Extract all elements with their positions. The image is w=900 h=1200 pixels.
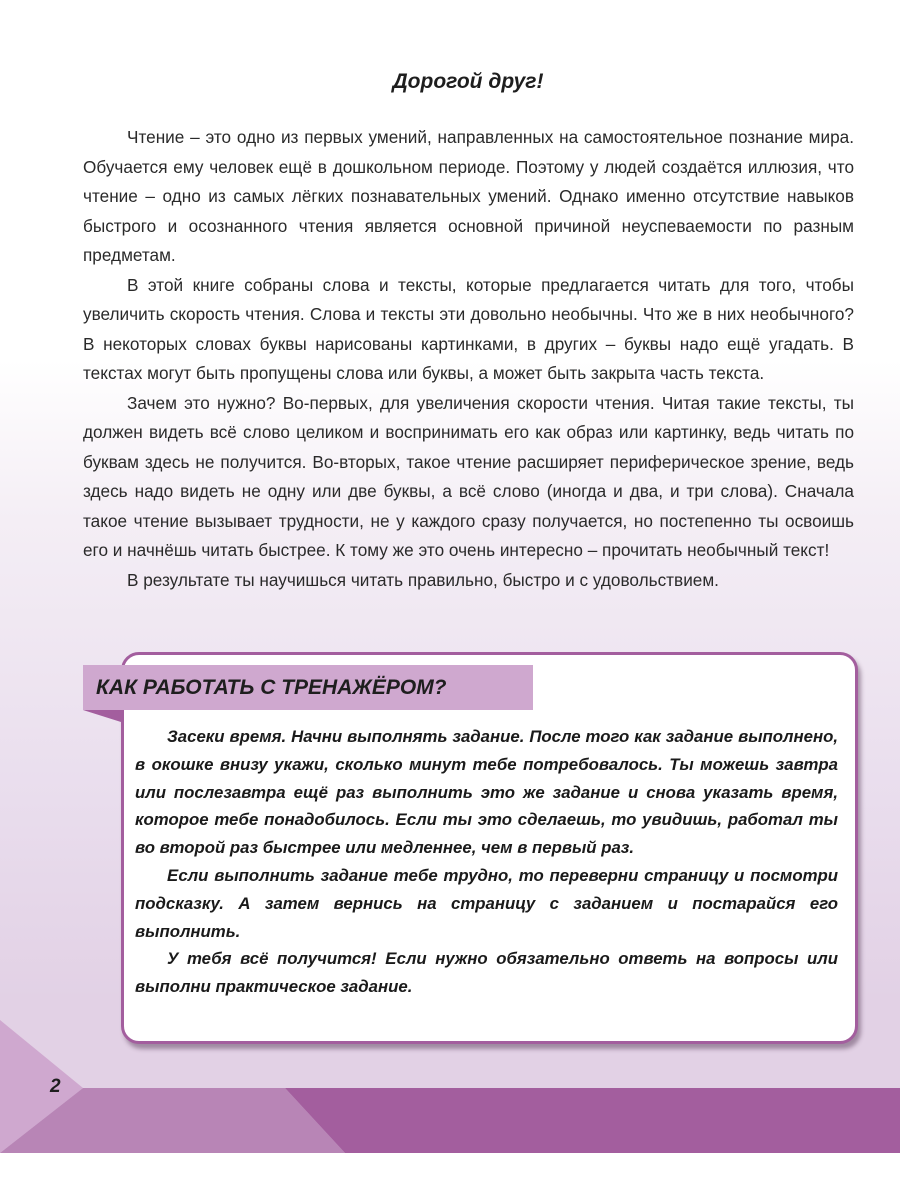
page-footer <box>0 1020 900 1153</box>
instructions-title: КАК РАБОТАТЬ С ТРЕНАЖЁРОМ? <box>96 676 447 699</box>
intro-paragraph: В результате ты научишься читать правильно, быстро и с удовольствием. <box>127 569 719 590</box>
page-number: 2 <box>50 1076 61 1097</box>
page-title: Дорогой друг! <box>392 70 544 93</box>
instructions-paragraph: Засеки время. Начни выполнять задание. После того как задание выполнено, в окошке внизу укажи, сколько минут тебе потребовалось. Ты можешь завтра или послезавтра ещё раз выполнить это же задание и снова указать время, которое тебе понадобилось. Если ты это сделаешь, то увидишь, работал ты во второй раз быстрее или медленнее, чем в первый раз. <box>135 727 838 858</box>
instructions-paragraph: Если выполнить задание тебе трудно, то переверни страницу и посмотри подсказку. А затем вернись на страницу с заданием и постарайся его выполнить. <box>135 865 838 941</box>
intro-text <box>83 123 854 595</box>
footer-decoration <box>0 1020 900 1153</box>
banner-fold <box>83 710 121 722</box>
intro-paragraph: Чтение – это одно из первых умений, направленных на самостоятельное познание мира. Обучается ему человек ещё в дошкольном периоде. Поэтому у людей создаётся иллюзия, что чтение – одно из самых лёгких познавательных умений. Однако именно отсутствие навыков быстрого и осознанного чтения является основной причиной неуспеваемости по разным предметам. <box>83 127 854 265</box>
intro-paragraph: В этой книге собраны слова и тексты, которые предлагается читать для того, чтобы увеличить скорость чтения. Слова и тексты эти довольно необычны. Что же в них необычного? В некоторых словах буквы нарисованы картинками, в других – буквы надо ещё угадать. В текстах могут быть пропущены слова или буквы, а может быть закрыта часть текста. <box>83 274 854 383</box>
intro-paragraph: Зачем это нужно? Во-первых, для увеличения скорости чтения. Читая такие тексты, ты должен видеть всё слово целиком и воспринимать его как образ или картинку, ведь читать по буквам здесь не получится. Во-вторых, такое чтение расширяет периферическое зрение, ведь здесь надо видеть не одну или две буквы, а всё слово (иногда и два, и три слова). Сначала такое чтение вызывает трудности, не у каждого сразу получается, но постепенно ты освоишь его и начнёшь читать быстрее. К тому же это очень интересно – прочитать необычный текст! <box>83 392 854 560</box>
instructions-paragraph: У тебя всё получится! Если нужно обязательно ответь на вопросы или выполни практическое задание. <box>135 949 838 997</box>
instructions-text <box>135 723 838 1001</box>
